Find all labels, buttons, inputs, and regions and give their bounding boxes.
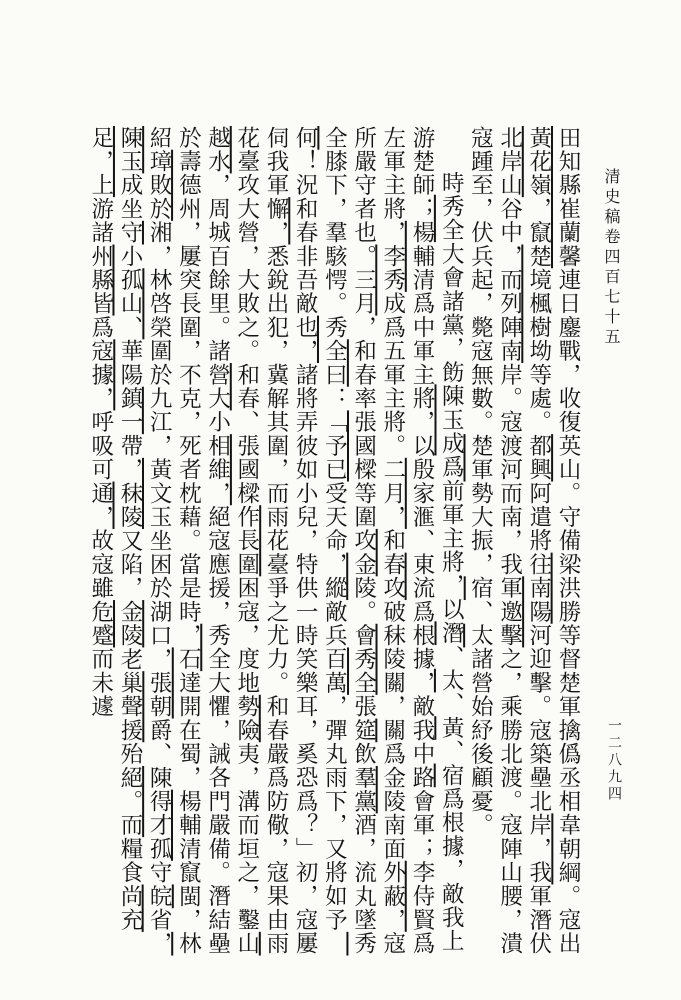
text-run: 等督楚軍擒僞丞相	[555, 623, 581, 814]
text-run: 爲根據，敵我上游楚師；	[408, 126, 465, 954]
proper-name-underlined: 和春	[233, 363, 260, 411]
proper-name-underlined: 林啓榮	[146, 268, 173, 340]
text-run: 坐守	[116, 197, 143, 245]
proper-name-underlined: 皖省	[146, 884, 173, 932]
text-run: 爲前軍主將，以	[438, 455, 465, 622]
text-run: 敗於	[146, 173, 173, 221]
text-run: 。守備	[555, 481, 581, 553]
text-run: 、	[408, 528, 435, 553]
text-run: 諸營始紓後顧憂。	[467, 647, 494, 838]
proper-name-underlined: 李侍賢	[408, 860, 435, 932]
proper-name-underlined: 秣陵關	[379, 623, 406, 695]
text-run: 爲左軍主將，	[379, 126, 435, 956]
proper-name-underlined: 楚軍	[467, 434, 494, 482]
proper-name-underlined: 秀全	[321, 126, 377, 956]
text-run: ，	[146, 244, 173, 269]
proper-name-underlined: 秀全	[321, 315, 348, 364]
text-run: 大懼，誡各門嚴備。潛結壘於	[175, 126, 231, 956]
text-run: 爭之尤力。	[262, 576, 289, 695]
proper-name-underlined: 太	[438, 668, 465, 693]
proper-name-underlined: 楚境楓樹坳	[525, 244, 552, 364]
proper-name-underlined: 雨花臺	[233, 126, 289, 956]
text-run: 又陷，	[116, 528, 143, 601]
proper-name-underlined: 金陵	[379, 765, 406, 814]
text-run: 率	[350, 386, 377, 411]
proper-name-underlined: 太	[467, 623, 494, 648]
proper-name-underlined: 閩	[175, 884, 202, 909]
text-run: 、	[467, 600, 494, 624]
text-run: 非吾敵也，諸將弄彼如小兒，特供一時笑樂耳，奚恐爲？」初，寇屢伺我軍懈，悉銳出犯，冀解其圍，而	[262, 126, 319, 956]
proper-name-underlined: 宿	[467, 576, 494, 601]
text-run: 作長圍困寇，度地勢險夷，溝而垣之，鑿山越水，周城百餘里。諸營大小相維，絕寇應援，	[204, 126, 260, 956]
proper-name-underlined: 張國樑	[233, 434, 260, 506]
proper-name-underlined: 英山	[555, 434, 581, 482]
text-run: 張筵飲羣黨酒，流丸墜	[350, 694, 377, 932]
proper-name-underlined: 黃文玉	[146, 457, 173, 529]
proper-name-underlined: 張國樑	[350, 410, 377, 482]
proper-name-underlined: 和春	[292, 197, 319, 245]
proper-name-underlined: 李秀成	[379, 244, 406, 316]
proper-name-underlined: 陳玉成	[438, 384, 465, 456]
text-run: 爲中軍主將，以	[408, 291, 435, 458]
proper-name-underlined: 和春	[379, 528, 406, 577]
text-run: 攻大營，大敗之。	[233, 173, 260, 364]
proper-name-underlined: 金陵	[116, 600, 143, 648]
text-run: 等圍攻	[350, 481, 377, 553]
text-run: 、	[116, 315, 143, 340]
text-run: 攻破	[379, 576, 406, 624]
proper-name-underlined: 林紹璋	[146, 126, 202, 956]
proper-name-underlined: 金陵	[350, 552, 377, 601]
proper-name-underlined: 湖口	[146, 600, 173, 648]
proper-name-underlined: 秀全	[438, 194, 465, 243]
text-run: ，竄	[525, 197, 552, 245]
text-run: 膝下，羣駭愕。	[321, 149, 348, 316]
proper-name-underlined: 宿	[438, 763, 465, 788]
text-run: 曰：「予已受天命，縱敵兵百萬，彈丸雨下，又將如予何！況	[292, 126, 348, 932]
proper-name-underlined: 東流	[408, 552, 435, 601]
text-run: 老巢聲援殆絕。而糧食尚充足，上游諸州縣皆爲寇據，呼吸可通，故寇雖危蹙而未遽	[87, 126, 143, 932]
text-run: 南面外蔽，寇所嚴守者也。三月，	[350, 126, 406, 956]
text-run: 時	[438, 171, 465, 195]
text-run: 。寇出	[555, 884, 581, 956]
paragraph	[86, 126, 466, 956]
text-run: ，屢突長圍，不克，死者枕藉。當是時，	[175, 220, 202, 648]
text-run: 坐困於	[146, 528, 173, 601]
proper-name-underlined: 華陽鎮	[116, 339, 143, 411]
proper-name-underlined: 楊輔清	[175, 789, 202, 861]
proper-name-underlined: 陳玉成	[116, 126, 143, 198]
proper-name-underlined: 湘	[146, 220, 173, 245]
proper-name-underlined: 梁洪勝	[555, 552, 581, 624]
proper-name-underlined: 潛	[438, 621, 465, 646]
text-run: 爲五軍主將。二月，	[379, 315, 406, 529]
text-run: 竄	[175, 860, 202, 885]
proper-name-underlined: 和春	[350, 339, 377, 387]
text-run: 爲	[379, 742, 406, 766]
text-run: 等處。都興阿遣將往	[525, 363, 552, 577]
text-run: ，	[379, 694, 406, 719]
proper-name-underlined: 楊輔清	[408, 220, 435, 292]
proper-name-underlined: 秣陵	[116, 481, 143, 529]
text-run: 爲根據，敵我中路會軍；	[408, 600, 435, 861]
proper-name-underlined: 張朝爵	[146, 671, 173, 743]
text-run: 迎擊。寇築壘北岸，我軍潛伏北岸山谷中，而列陣南岸。寇渡河而南，我軍邀擊之，乘勝北渡。寇陣山腰，潰寇踵至，伏兵起，斃寇無數。	[467, 126, 552, 956]
text-run: 、	[146, 742, 173, 766]
proper-name-underlined: 和春	[262, 694, 289, 743]
text-run: 、	[233, 410, 260, 435]
text-run: 一帶，	[116, 410, 143, 482]
text-run: 大會諸黨，飭	[438, 242, 465, 385]
running-title: 清史稿卷四百七十五	[602, 168, 621, 348]
proper-name-underlined: 雨花臺	[262, 505, 289, 577]
text-run: 在蜀，	[175, 718, 202, 790]
proper-name-underlined: 田知縣崔蘭馨	[555, 126, 581, 269]
text-run: 、	[438, 692, 465, 717]
proper-name-underlined: 韋朝綱	[555, 813, 581, 885]
text-run: ，	[175, 908, 202, 932]
proper-name-underlined: 九江	[146, 386, 173, 435]
text-run: ，	[146, 931, 173, 956]
text-run: ，	[146, 434, 173, 458]
proper-name-underlined: 殷家滙	[408, 457, 435, 529]
text-run: 連日鏖戰，收復	[555, 268, 581, 435]
main-text-block	[70, 126, 582, 956]
text-run: 、	[438, 645, 465, 669]
text-run: 孤守	[146, 837, 173, 885]
text-run: 、	[438, 739, 465, 764]
proper-name-underlined: 小孤山	[116, 244, 143, 316]
proper-name-underlined: 南陽河	[525, 576, 552, 648]
paragraph	[465, 126, 582, 956]
page-number: 一二八九四	[606, 718, 622, 803]
text-run: ，	[146, 647, 173, 672]
proper-name-underlined: 秀全	[204, 623, 231, 672]
text-run: 。會	[350, 600, 377, 648]
text-run: 勢大振，	[467, 481, 494, 577]
text-run: 圍於	[146, 339, 173, 387]
proper-name-underlined: 秀全	[350, 647, 377, 695]
proper-name-underlined: 壽德州	[175, 149, 202, 221]
proper-name-underlined: 陳得才	[146, 765, 173, 838]
proper-name-underlined: 關	[379, 718, 406, 743]
proper-name-underlined: 石達開	[175, 647, 202, 719]
proper-name-underlined: 黃	[438, 716, 465, 740]
text-run: 嚴爲防儆，寇果由	[262, 742, 289, 932]
proper-name-underlined: 黃花嶺	[525, 126, 552, 198]
